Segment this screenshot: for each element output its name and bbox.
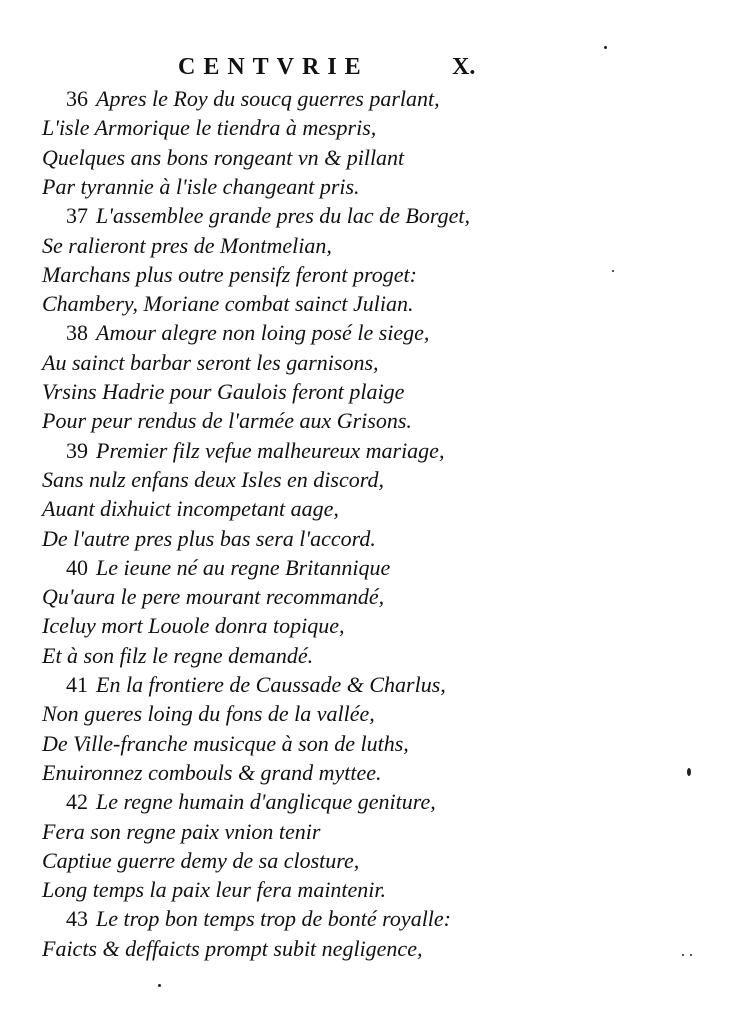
verse-line	[66, 670, 446, 700]
verse-line	[42, 699, 375, 729]
verse-text: Enuironnez combouls & grand myttee.	[42, 760, 382, 785]
verse-text: Et à son filz le regne demandé.	[42, 643, 314, 668]
verse-text: Sans nulz enfans deux Isles en discord,	[42, 467, 384, 492]
verse-text: L'assemblee grande pres du lac de Borget,	[96, 203, 470, 228]
verse-line	[42, 231, 332, 261]
verse-text: Chambery, Moriane combat sainct Julian.	[42, 291, 414, 316]
verse-line	[42, 465, 384, 495]
ink-speck	[687, 768, 691, 776]
ink-speck	[158, 984, 161, 987]
verse-line	[66, 904, 451, 934]
verse-line	[42, 875, 386, 905]
ink-speck	[612, 270, 614, 272]
ink-speck	[682, 954, 684, 956]
verse-text: Amour alegre non loing posé le siege,	[96, 320, 430, 345]
century-number: X.	[452, 54, 476, 80]
verse-line	[66, 787, 436, 817]
verse-text: Long temps la paix leur fera maintenir.	[42, 877, 387, 902]
verse-line	[66, 436, 444, 466]
verse-text: De l'autre pres plus bas sera l'accord.	[42, 526, 376, 551]
verse-line	[42, 582, 384, 612]
verse-text: Qu'aura le pere mourant recommandé,	[42, 584, 385, 609]
verse-line	[42, 817, 320, 847]
quatrain-number: 36	[66, 86, 88, 111]
verse-line	[42, 934, 422, 964]
quatrain-number: 39	[66, 438, 88, 463]
ink-speck	[604, 46, 607, 49]
verse-line	[42, 846, 359, 876]
verse-text: De Ville-franche musicque à son de luths,	[42, 731, 409, 756]
verse-text: Fera son regne paix vnion tenir	[42, 819, 321, 844]
verse-text: Pour peur rendus de l'armée aux Grisons.	[42, 408, 412, 433]
verse-line	[42, 729, 409, 759]
verse-text: Premier filz vefue malheureux mariage,	[96, 438, 445, 463]
verse-text: Par tyrannie à l'isle changeant pris.	[42, 174, 360, 199]
quatrain-number: 42	[66, 789, 88, 814]
verse-line	[42, 758, 382, 788]
verse-text: Se ralieront pres de Montmelian,	[42, 233, 332, 258]
verse-text: Apres le Roy du soucq guerres parlant,	[96, 86, 440, 111]
verse-text: Auant dixhuict incompetant aage,	[42, 496, 339, 521]
verse-text: En la frontiere de Caussade & Charlus,	[96, 672, 446, 697]
verse-text: Quelques ans bons rongeant vn & pillant	[42, 145, 405, 170]
verse-text: Captiue guerre demy de sa closture,	[42, 848, 360, 873]
verse-text: Faicts & deffaicts prompt subit negligence,	[42, 936, 423, 961]
verse-text: Non gueres loing du fons de la vallée,	[42, 701, 375, 726]
verse-text: Iceluy mort Louole donra topique,	[42, 613, 345, 638]
verse-line	[42, 143, 404, 173]
verse-text: Au sainct barbar seront les garnisons,	[42, 350, 379, 375]
quatrain-number: 37	[66, 203, 88, 228]
verse-text: Marchans plus outre pensifz feront proget:	[42, 262, 417, 287]
verse-line	[42, 611, 344, 641]
verse-line	[42, 113, 376, 143]
quatrain-number: 43	[66, 906, 88, 931]
verse-line	[42, 348, 379, 378]
verse-line	[66, 84, 440, 114]
verse-text: Le ieune né au regne Britannique	[96, 555, 391, 580]
running-title: CENTVRIE	[178, 54, 369, 80]
ink-speck	[690, 954, 692, 956]
verse-line	[42, 494, 339, 524]
verse-text: L'isle Armorique le tiendra à mespris,	[42, 115, 377, 140]
verse-text: Le regne humain d'anglicque geniture,	[96, 789, 436, 814]
verse-line	[42, 172, 360, 202]
verse-line	[42, 406, 412, 436]
verse-text: Le trop bon temps trop de bonté royalle:	[96, 906, 452, 931]
quatrain-number: 40	[66, 555, 88, 580]
verse-line	[42, 377, 404, 407]
verse-line	[66, 201, 470, 231]
verse-line	[42, 289, 414, 319]
verse-line	[42, 524, 376, 554]
verse-line	[42, 260, 417, 290]
quatrain-number: 41	[66, 672, 88, 697]
quatrain-number: 38	[66, 320, 88, 345]
verse-line	[66, 553, 390, 583]
verse-text: Vrsins Hadrie pour Gaulois feront plaige	[42, 379, 405, 404]
verse-line	[66, 318, 429, 348]
verse-line	[42, 641, 313, 671]
